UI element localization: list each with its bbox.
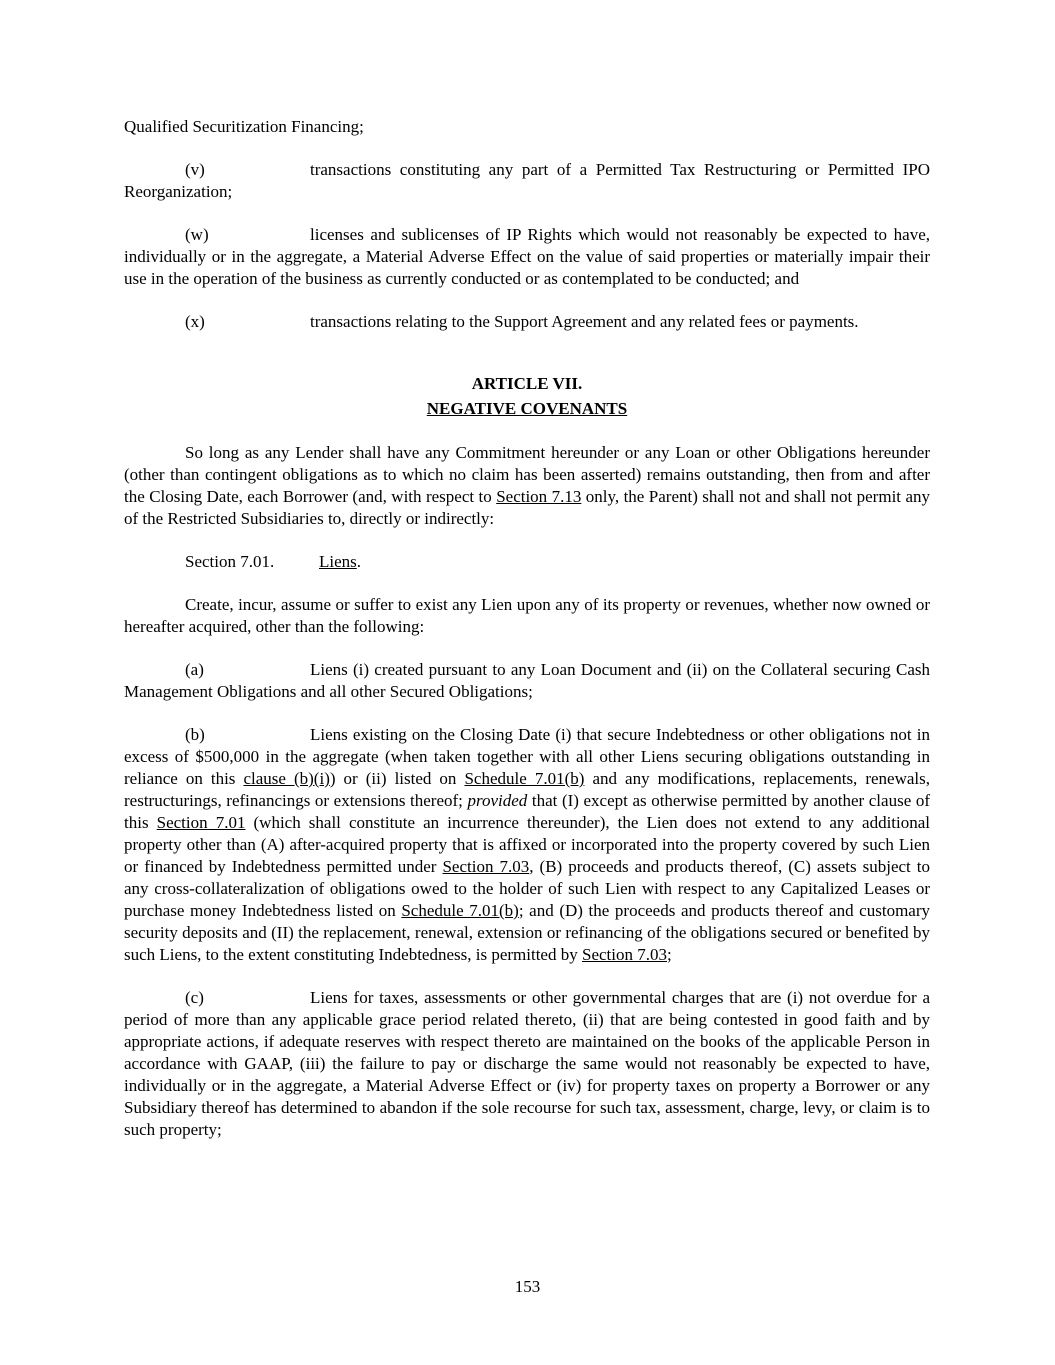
section-title-period: .	[356, 552, 362, 571]
continuation-text: Qualified Securitization Financing;	[124, 117, 364, 136]
clause-w	[124, 224, 930, 290]
section-number: Section 7.01.	[185, 552, 275, 571]
clause-x-text: transactions relating to the Support Agreement and any related fees or payments.	[310, 312, 859, 331]
clause-c-text: Liens for taxes, assessments or other governmental charges that are (i) not overdue for a period of more than any applicable grace period related thereto, (ii) that are being contested in good faith and by appropriate actions, if adequate reserves with respect thereto are maintained on the books of the applicable Person in accordance with GAAP, (iii) the failure to pay or discharge the same would not reasonably be expected to have, individually or in the aggregate, a Material Adverse Effect or (iv) for property taxes on property a Borrower or any Subsidiary thereof has determined to abandon if the sole recourse for such tax, assessment, charge, levy, or claim is to such property;	[124, 988, 930, 1139]
clause-c-label: (c)	[185, 988, 204, 1007]
section-title: Liens	[319, 552, 357, 571]
intro-paragraph	[124, 442, 930, 530]
clause-c	[124, 987, 930, 1141]
clause-b-label: (b)	[185, 725, 205, 744]
article-heading-line1: ARTICLE VII.	[471, 374, 583, 393]
clause-v-label: (v)	[185, 160, 205, 179]
clause-a	[124, 659, 930, 703]
page-number: 153	[514, 1277, 541, 1296]
clause-w-text: licenses and sublicenses of IP Rights which would not reasonably be expected to have, individually or in the aggregate, a Material Adverse Effect on the value of said properties or materially impair their use in the operation of the business as currently conducted or as contemplated to be conducted; and	[124, 225, 930, 288]
clause-v	[124, 159, 930, 203]
clause-w-label: (w)	[185, 225, 209, 244]
article-heading	[124, 371, 930, 421]
clause-a-label: (a)	[185, 660, 204, 679]
article-heading-line2: NEGATIVE COVENANTS	[426, 399, 628, 418]
clause-b	[124, 724, 930, 966]
continuation-paragraph	[124, 116, 930, 138]
clause-v-text: transactions constituting any part of a Permitted Tax Restructuring or Permitted IPO Reorganization;	[124, 160, 930, 201]
clause-x	[124, 311, 930, 333]
clause-b-text: Liens existing on the Closing Date (i) that secure Indebtedness or other obligations not in excess of $500,000 in the aggregate (when taken together with all other Liens securing obligations outstanding in reliance on this clause (b)(i)) or (ii) listed on Schedule 7.01(b) and any modifications, replacements, renewals, restructurings, refinancings or extensions thereof; provided that (I) except as otherwise permitted by another clause of this Section 7.01 (which shall constitute an incurrence thereunder), the Lien does not extend to any additional property other than (A) after-acquired property that is affixed or incorporated into the property covered by such Lien or financed by Indebtedness permitted under Section 7.03, (B) proceeds and products thereof, (C) assets subject to any cross-collateralization of obligations owed to the holder of such Lien with respect to any Capitalized Leases or purchase money Indebtedness listed on Schedule 7.01(b); and (D) the proceeds and products thereof and customary security deposits and (II) the replacement, renewal, extension or refinancing of the obligations secured or benefited by such Liens, to the extent constituting Indebtedness, is permitted by Section 7.03;	[124, 725, 931, 964]
clause-a-text: Liens (i) created pursuant to any Loan Document and (ii) on the Collateral securing Cash Management Obligations and all other Secured Obligations;	[124, 660, 930, 701]
lead-in-text: Create, incur, assume or suffer to exist any Lien upon any of its property or revenues, whether now owned or hereafter acquired, other than the following:	[124, 595, 930, 636]
lead-in-paragraph	[124, 594, 930, 638]
clause-x-label: (x)	[185, 312, 205, 331]
section-heading	[124, 551, 930, 573]
intro-text: So long as any Lender shall have any Commitment hereunder or any Loan or other Obligations hereunder (other than contingent obligations as to which no claim has been asserted) remains outstanding, then from and after the Closing Date, each Borrower (and, with respect to Section 7.13 only, the Parent) shall not and shall not permit any of the Restricted Subsidiaries to, directly or indirectly:	[124, 443, 930, 528]
